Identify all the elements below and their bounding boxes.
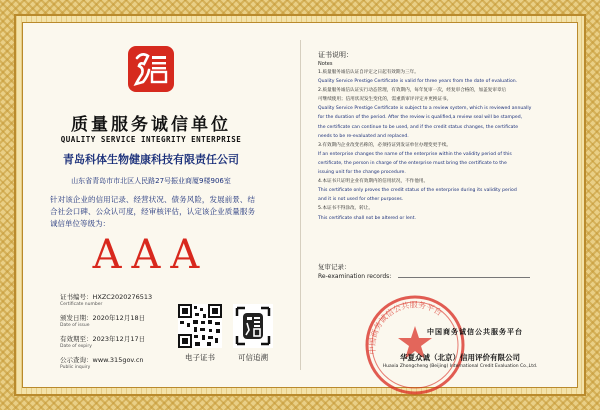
trust-trace-label: 可信追溯 bbox=[238, 353, 268, 362]
expiry-date-block bbox=[60, 334, 145, 349]
note-line: 3.有效期内企业改变名称的，必须持证到发证单位办理变更手续。 bbox=[318, 142, 452, 148]
note-line: Quality Service Prestige Certificate is valid for three years from the date of evaluation. bbox=[318, 79, 518, 85]
cert-number: HXZC2020276513 bbox=[92, 293, 153, 301]
recheck-label-en: Re-examination records: bbox=[318, 273, 392, 280]
trust-trace-icon[interactable] bbox=[233, 304, 273, 348]
certificate-title-en: QUALITY SERVICE INTEGRITY ENTERPRISE bbox=[60, 135, 242, 144]
note-line: 2.质量服务诚信认证实行动态管理，有效期内，每年复审一次，经复审合格的，加盖复审章后 bbox=[318, 88, 507, 94]
note-line: the certificate can continue to be used, and if the credit status changes, the certificate bbox=[318, 124, 519, 130]
center-divider bbox=[300, 40, 301, 370]
note-line: for the duration of the period. After the review is qualified,a review seal will be stamped, bbox=[318, 115, 523, 121]
note-line: issuing unit for the change procedure. bbox=[318, 170, 406, 176]
issue-date: 2020年12月18日 bbox=[92, 314, 146, 322]
notes-list bbox=[318, 68, 578, 223]
note-line: This certificate shall not be altered or lent. bbox=[318, 215, 416, 221]
note-line: 4.本证书只证明企业有效期内的信用状况，不作他用。 bbox=[318, 179, 429, 185]
note-line: 可继续使用；信用状况发生变化的，需重新审评评定并更换证书。 bbox=[318, 97, 452, 103]
e-certificate-label: 电子证书 bbox=[185, 353, 215, 362]
qr-code-icon[interactable] bbox=[178, 304, 222, 348]
cert-number-block bbox=[60, 292, 152, 307]
notes-heading bbox=[318, 50, 353, 67]
note-line: If an enterprise changes the name of the enterprise within the validity period of this bbox=[318, 151, 512, 157]
evaluation-description: 针对该企业的信用记录、经营状况、债务风险，发展前景、结合社会口碑、公众认可度，经审核评估，认定该企业质量服务诚信单位等级为： bbox=[50, 195, 255, 228]
public-inquiry-label: 公示查询： bbox=[60, 356, 93, 364]
note-line: Quality Service Prestige Certificate is subject to a review system, which is reviewed annually bbox=[318, 106, 532, 112]
issuer-seal-stamp bbox=[355, 290, 475, 400]
company-name: 青岛科体生物健康科技有限责任公司 bbox=[63, 153, 239, 166]
note-line: 1.质量服务诚信认证自评定之日起有效期为三年。 bbox=[318, 70, 419, 75]
recheck-signature-line bbox=[398, 277, 530, 278]
public-inquiry-en: Public inquiry bbox=[60, 365, 91, 370]
certificate-title: 质量服务诚信单位 bbox=[71, 115, 231, 135]
recheck-label: 复审记录： bbox=[318, 263, 351, 271]
public-inquiry-block bbox=[60, 355, 144, 370]
issuer-company-en: Huaxia Zhongcheng (Beijing) International Credit Evaluation Co.,Ltd. bbox=[382, 364, 538, 369]
notes-heading-en: Notes bbox=[318, 61, 333, 67]
svg-text:中国商务诚信公共服务平台: 中国商务诚信公共服务平台 bbox=[367, 300, 444, 355]
issuer-platform: 中国商务诚信公共服务平台 bbox=[427, 328, 523, 336]
cert-number-label: 证书编号： bbox=[60, 293, 93, 301]
cert-number-en: Certificate number bbox=[60, 302, 103, 307]
expiry-date: 2023年12月17日 bbox=[92, 335, 146, 343]
company-address: 山东省青岛市市北区人民路27号振业商厦9楼906室 bbox=[71, 177, 231, 185]
credit-logo-icon bbox=[128, 46, 174, 92]
note-line: needs to be re-evaluated and replaced. bbox=[318, 133, 409, 139]
note-line: 5.本证书不得涂改、转让。 bbox=[318, 206, 373, 212]
notes-heading-cn: 证书说明： bbox=[318, 51, 353, 59]
recheck-block bbox=[318, 262, 391, 280]
note-line: This certificate only proves the credit status of the enterprise during its validity period bbox=[318, 188, 517, 194]
note-line: and it is not used for other purposes. bbox=[318, 197, 404, 203]
issue-date-block bbox=[60, 313, 145, 328]
expiry-date-en: Date of expiry bbox=[60, 344, 92, 349]
public-inquiry-site[interactable]: www.315gov.cn bbox=[92, 356, 144, 364]
issue-date-label: 颁发日期： bbox=[60, 314, 93, 322]
issue-date-en: Date of issue bbox=[60, 323, 90, 328]
issuer-company: 华夏众诚（北京）信用评价有限公司 bbox=[400, 353, 520, 362]
credit-grade: AAA bbox=[92, 232, 210, 278]
expiry-date-label: 有效期至： bbox=[60, 335, 93, 343]
note-line: certificate, the person in charge of the enterprise must bring the certificate to the bbox=[318, 160, 507, 166]
